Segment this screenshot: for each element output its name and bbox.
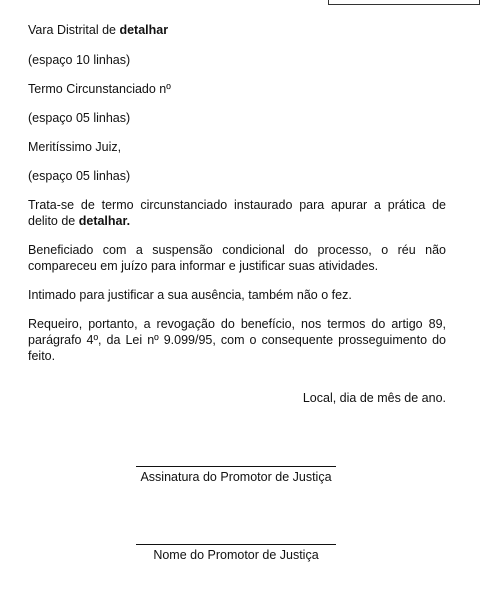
spacing-note-2: (espaço 05 linhas) [28,111,131,125]
spacing-note-3: (espaço 05 linhas) [28,169,131,183]
top-field-box [328,0,480,5]
signature-label-2: Nome do Promotor de Justiça [153,548,319,562]
paragraph-1 [28,197,446,229]
paragraph-2: Beneficiado com a suspensão condicional do processo, o réu não compareceu em juízo para informar e justificar suas atividades. [28,243,446,273]
signature-line-1 [136,466,336,467]
paragraph-1-text: Trata-se de termo circunstanciado instaurado para apurar a prática de delito de [28,198,446,228]
spacing-note-1: (espaço 10 linhas) [28,53,131,67]
place-date: Local, dia de mês de ano. [302,391,446,405]
term-title: Termo Circunstanciado nº [28,82,171,96]
paragraph-1-bold: detalhar. [78,214,131,228]
paragraph-3: Intimado para justificar a sua ausência, também não o fez. [28,288,352,302]
court-heading [28,22,446,38]
signature-label-1: Assinatura do Promotor de Justiça [140,470,332,484]
court-heading-prefix: Vara Distrital de [28,23,120,37]
signature-line-2 [136,544,336,545]
paragraph-4: Requeiro, portanto, a revogação do benefício, nos termos do artigo 89, parágrafo 4º, da Lei nº 9.099/95, com o consequente prosseguimento do feito. [28,317,446,363]
court-heading-bold: detalhar [119,23,169,37]
salutation: Meritíssimo Juiz, [28,140,122,154]
